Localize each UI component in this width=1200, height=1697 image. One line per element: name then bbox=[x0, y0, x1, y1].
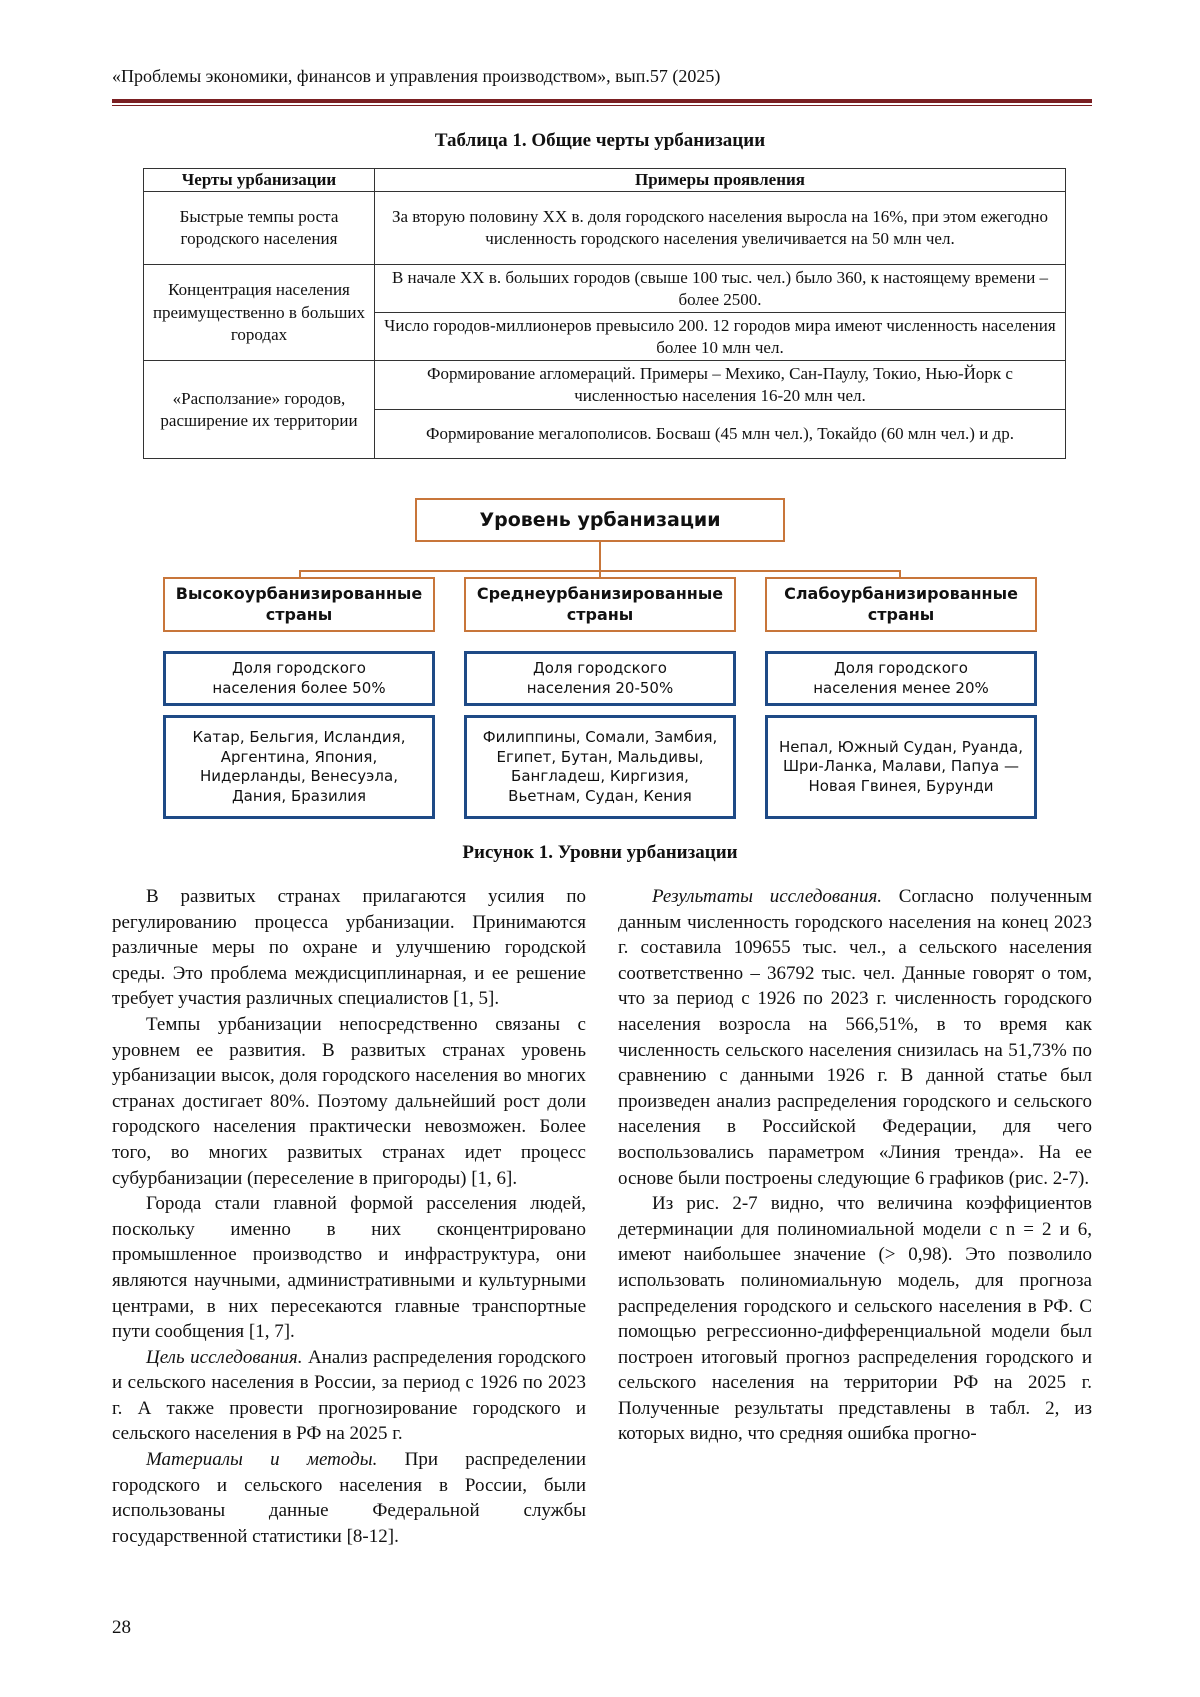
header-rule-thin bbox=[112, 105, 1092, 106]
table-header-traits: Черты урбанизации bbox=[144, 169, 375, 192]
section-label: Результаты исследования. bbox=[652, 886, 883, 907]
share-box-medium: Доля городского населения 20-50% bbox=[464, 651, 736, 706]
table-cell-trait: Быстрые темпы роста городского населения bbox=[144, 192, 375, 265]
journal-header: «Проблемы экономики, финансов и управления производством», вып.57 (2025) bbox=[112, 66, 721, 86]
table-cell-example: Формирование мегалополисов. Босваш (45 млн чел.), Токайдо (60 млн чел.) и др. bbox=[375, 410, 1066, 459]
table-title: Таблица 1. Общие черты урбанизации bbox=[434, 130, 766, 151]
category-box-medium: Среднеурбанизированные страны bbox=[464, 577, 736, 632]
urbanization-traits-table bbox=[143, 168, 1066, 459]
table-row bbox=[144, 361, 1066, 410]
paragraph: Из рис. 2-7 видно, что величина коэффициентов детерминации для полиномиальной модели с n = 2 и 6, имеют наибольшее значение (> 0,98). Это позволило использовать полиномиальную модель, для прогноза распределения городского и сельского населения в РФ. С помощью регрессионно-дифференциальной модели был построен итоговый прогноз распределения городского и сельского населения на территории РФ на 2025 г. Полученные результаты представлены в табл. 2, из которых видно, что средняя ошибка прогно- bbox=[618, 1193, 1092, 1445]
table-cell-example: Формирование агломераций. Примеры – Мехико, Сан-Паулу, Токио, Нью-Йорк с численностью населения 16-20 млн чел. bbox=[375, 361, 1066, 410]
table-cell-trait: «Расползание» городов, расширение их территории bbox=[144, 361, 375, 459]
paragraph bbox=[112, 1447, 586, 1549]
paragraph-text: Согласно полученным данным численность городского населения на конец 2023 г. составила 109655 тыс. чел., а сельского населения соответственно – 36792 тыс. чел. Данные говорят о том, что за период с 1926 по 2023 г. численность городского населения возросла на 566,51%, в то время как численность сельского населения снизилась на 51,73% по сравнению с данными 1926 г. В данной статье был произведен анализ распределения городского и сельского населения в Российской Федерации, для чего воспользовались параметром «Линия тренда». На ее основе были построены следующие 6 графиков (рис. 2-7). bbox=[618, 886, 1092, 1189]
table-cell-example: В начале XX в. больших городов (свыше 100 тыс. чел.) было 360, к настоящему времени – более 2500. bbox=[375, 265, 1066, 313]
countries-box-high: Катар, Бельгия, Исландия, Аргентина, Япония, Нидерланды, Венесуэла, Дания, Бразилия bbox=[163, 715, 435, 819]
countries-box-low: Непал, Южный Судан, Руанда, Шри-Ланка, Малави, Папуа — Новая Гвинея, Бурунди bbox=[765, 715, 1037, 819]
section-label: Цель исследования. bbox=[146, 1346, 303, 1368]
body-column-right bbox=[618, 884, 1092, 1447]
header-rule bbox=[112, 99, 1092, 103]
table-header-row bbox=[144, 169, 1066, 192]
connector-line bbox=[599, 541, 601, 571]
paragraph: В развитых странах прилагаются усилия по регулированию процесса урбанизации. Принимаются различные меры по охране и улучшению городской среды. Это проблема междисциплинарная, и ее решение требует участия различных специалистов [1, 5]. bbox=[112, 886, 586, 1010]
figure-caption: Рисунок 1. Уровни урбанизации bbox=[462, 842, 738, 863]
table-header-examples: Примеры проявления bbox=[375, 169, 1066, 192]
share-box-low: Доля городского населения менее 20% bbox=[765, 651, 1037, 706]
share-box-high: Доля городского населения более 50% bbox=[163, 651, 435, 706]
diagram-root-box: Уровень урбанизации bbox=[415, 498, 785, 542]
paragraph: Города стали главной формой расселения людей, поскольку именно в них сконцентрировано промышленное производство и инфраструктура, они являются научными, административными и культурными центрами, в них пересекаются главные транспортные пути сообщения [1, 7]. bbox=[112, 1193, 586, 1343]
table-cell-example: За вторую половину XX в. доля городского населения выросла на 16%, при этом ежегодно численность городского населения увеличивается на 50 млн чел. bbox=[375, 192, 1066, 265]
page-number: 28 bbox=[112, 1617, 131, 1638]
section-label: Материалы и методы. bbox=[146, 1449, 378, 1471]
paragraph-text: При распределении городского и сельского населения в России, были использованы данные Федеральной службы государственной статистики [8-12]. bbox=[112, 1449, 586, 1547]
category-box-high: Высокоурбанизированные страны bbox=[163, 577, 435, 632]
paragraph bbox=[618, 884, 1092, 1191]
paragraph bbox=[112, 1345, 586, 1447]
table-cell-trait: Концентрация населения преимущественно в больших городах bbox=[144, 265, 375, 361]
table-row bbox=[144, 192, 1066, 265]
paragraph-text: Анализ распределения городского и сельского населения в России, за период с 1926 по 2023 г. А также провести прогнозирование городского и сельского населения в РФ на 2025 г. bbox=[112, 1346, 586, 1445]
category-box-low: Слабоурбанизированные страны bbox=[765, 577, 1037, 632]
countries-box-medium: Филиппины, Сомали, Замбия, Египет, Бутан, Мальдивы, Бангладеш, Киргизия, Вьетнам, Судан, Кения bbox=[464, 715, 736, 819]
paragraph: Темпы урбанизации непосредственно связаны с уровнем ее развития. В развитых странах уровень урбанизации высок, доля городского населения во многих странах достигает 80%. Поэтому дальнейший рост доли городского населения практически невозможен. Более того, во многих развитых странах идет процесс субурбанизации (переселение в пригороды) [1, 6]. bbox=[112, 1013, 586, 1189]
body-column-left bbox=[112, 884, 586, 1549]
table-row bbox=[144, 265, 1066, 313]
table-cell-example: Число городов-миллионеров превысило 200. 12 городов мира имеют численность населения более 10 млн чел. bbox=[375, 313, 1066, 361]
